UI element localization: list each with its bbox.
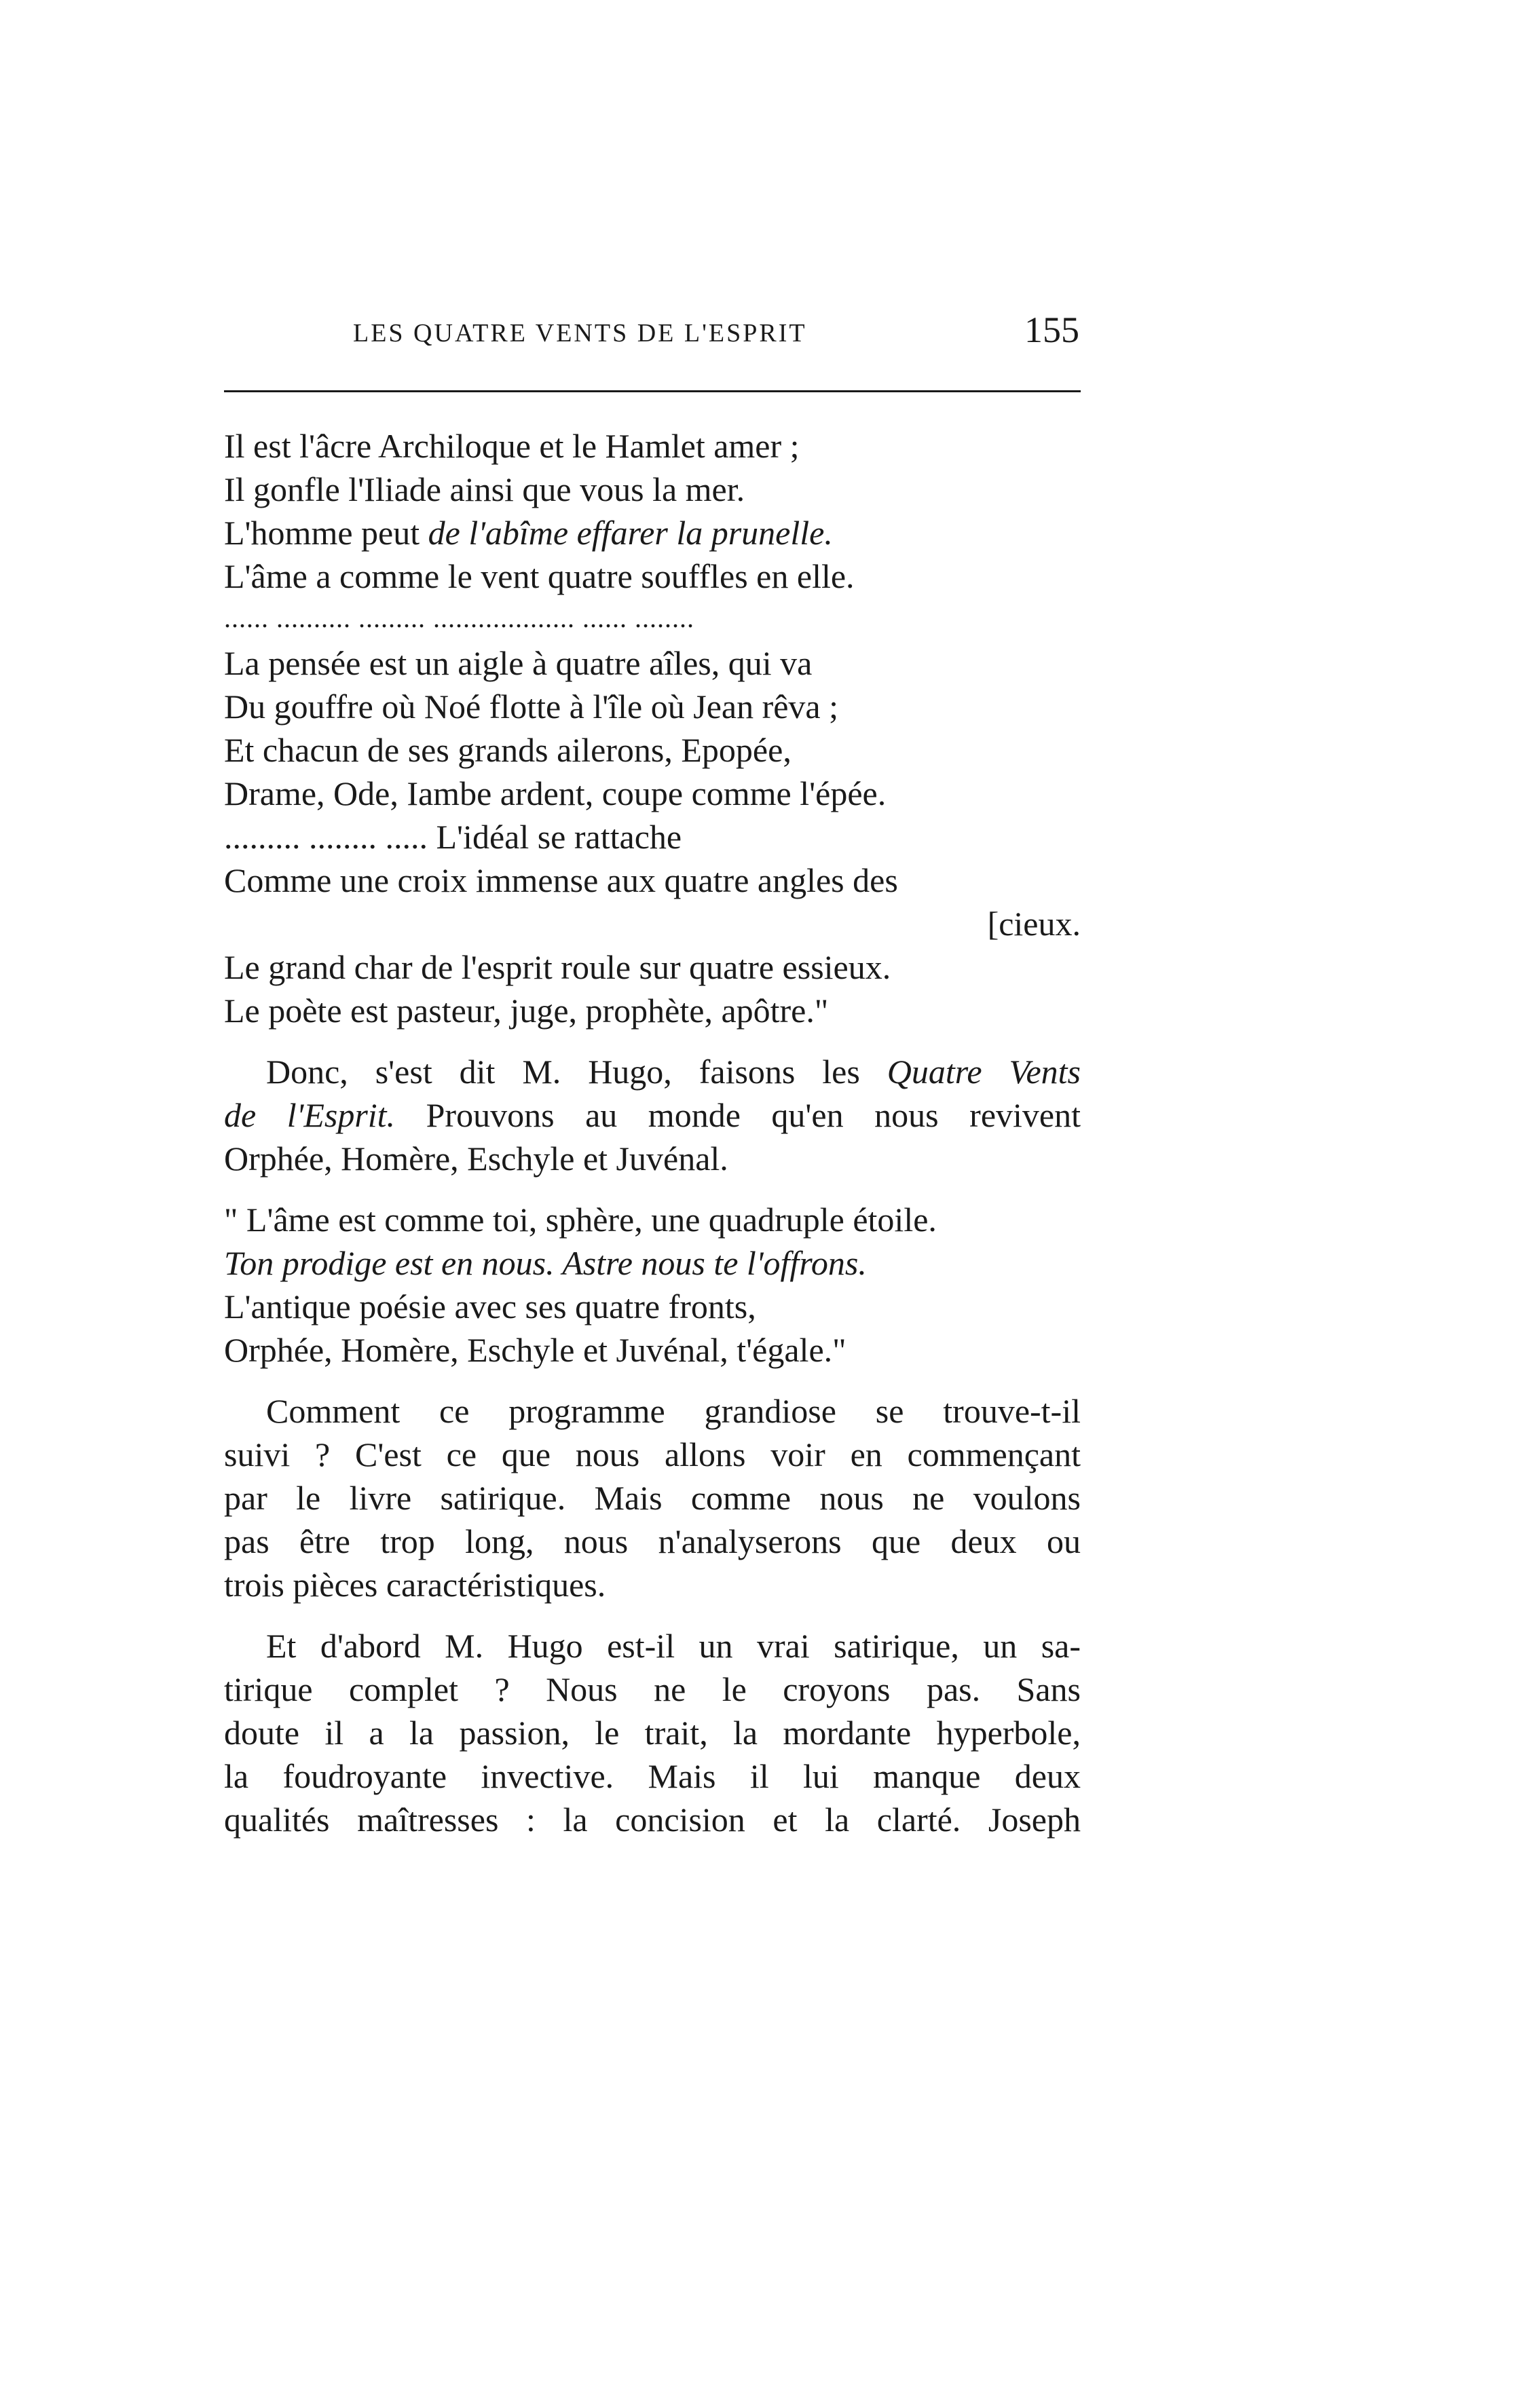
prose-line [224,1050,1081,1093]
prose-line: Comment ce programme grandiose se trouve-t-il [266,1392,1081,1430]
prose-italic-text: Quatre Vents [887,1053,1081,1091]
prose-line: Et d'abord M. Hugo est-il un vrai satirique, un sa- [266,1627,1081,1665]
verse-line: Le grand char de l'esprit roule sur quatre essieux. [224,948,891,986]
verse-line: Il gonfle l'Iliade ainsi que vous la mer. [224,470,745,508]
verse-stanza-1 [224,424,1081,598]
prose-line: la foudroyante invective. Mais il lui manque deux [224,1757,1081,1795]
prose-line: suivi ? C'est ce que nous allons voir en commençant [224,1435,1081,1473]
prose-line: qualités maîtresses : la concision et la clarté. Joseph [224,1801,1081,1839]
verse-line: L'âme a comme le vent quatre souffles en elle. [224,557,855,595]
verse-line: Le poète est pasteur, juge, prophète, apôtre." [224,992,829,1030]
verse-line [224,511,1081,554]
prose-line: pas être trop long, nous n'analyserons que deux ou [224,1522,1081,1560]
prose-line: Orphée, Homère, Eschyle et Juvénal. [224,1140,728,1178]
verse-line: Drame, Ode, Iambe ardent, coupe comme l'épée. [224,774,887,812]
prose-line: trois pièces caractéristiques. [224,1566,606,1604]
verse-italic-text: Ton prodige est en nous. Astre nous te l'offrons. [224,1244,867,1282]
prose-paragraph-3 [224,1624,1081,1841]
prose-line: tirique complet ? Nous ne le croyons pas. Sans [224,1670,1081,1708]
verse-line: ......... ........ ..... L'idéal se rattache [224,818,682,856]
verse-line: La pensée est un aigle à quatre aîles, qui va [224,644,813,682]
paragraph-gap [224,1032,1081,1050]
verse-line: " L'âme est comme toi, sphère, une quadruple étoile. [224,1201,937,1239]
page-number: 155 [1024,309,1079,350]
prose-italic-text: de l'Esprit. [224,1096,396,1134]
verse-line: Et chacun de ses grands ailerons, Epopée, [224,731,792,769]
verse-italic-text: de l'abîme effarer la prunelle. [428,514,833,552]
prose-text: Prouvons au monde qu'en nous revivent [395,1096,1081,1134]
verse-line: Comme une croix immense aux quatre angles des [224,861,898,899]
verse-line-overflow: [cieux. [987,905,1081,943]
header-rule [224,390,1081,392]
paragraph-gap [224,1180,1081,1198]
verse-line: L'antique poésie avec ses quatre fronts, [224,1287,756,1325]
verse-stanza-2 [224,641,1081,1032]
verse-line: Du gouffre où Noé flotte à l'île où Jean rêva ; [224,688,839,726]
verse-line: Il est l'âcre Archiloque et le Hamlet amer ; [224,427,800,465]
page-header [224,309,1079,363]
prose-line [224,1093,1081,1137]
verse-line [224,1241,1081,1285]
verse-text: L'homme peut [224,514,428,552]
prose-paragraph-2 [224,1389,1081,1606]
page-body [224,424,1081,1841]
running-head: LES QUATRE VENTS DE L'ESPRIT [353,319,807,347]
paragraph-gap [224,1606,1081,1624]
verse-stanza-3 [224,1198,1081,1372]
verse-line: Orphée, Homère, Eschyle et Juvénal, t'égale." [224,1331,846,1369]
prose-paragraph-1 [224,1050,1081,1180]
paragraph-gap [224,1372,1081,1389]
prose-line: par le livre satirique. Mais comme nous ne voulons [224,1479,1081,1517]
ellipsis-line: ...... .......... ......... ................... ...... ........ [224,603,694,633]
prose-line: doute il a la passion, le trait, la mordante hyperbole, [224,1714,1081,1752]
prose-text: Donc, s'est dit M. Hugo, faisons les [266,1053,887,1091]
